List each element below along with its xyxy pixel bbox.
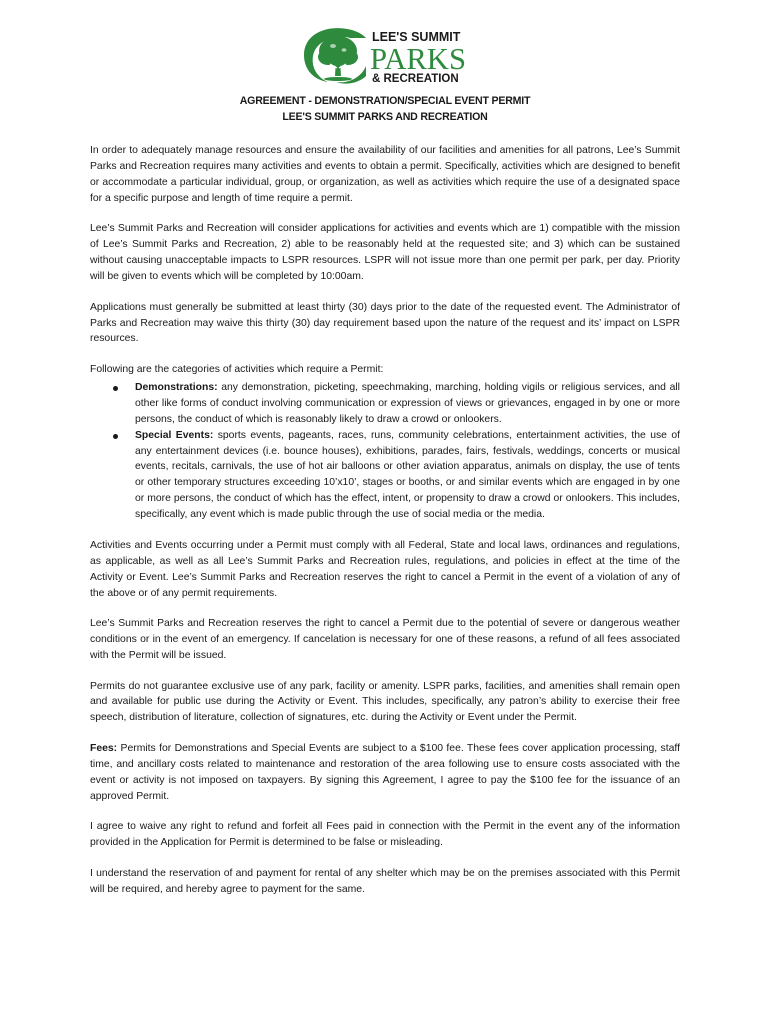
- paragraph-intro: In order to adequately manage resources and ensure the availability of our facilities and amenities for all patrons, Lee’s Summit Parks and Recreation requires many activities and events to obtain a permit. Specifically, activities which are designed to benefit or accommodate a particular individual, group, or organization, as well as activities which require the use of a designated space for a specific purpose and length of time require a permit.: [90, 145, 680, 204]
- fees-text: Permits for Demonstrations and Special Events are subject to a $100 fee. These fees cover application processing, staff time, and ancillary costs related to maintenance and restoration of the area following use to ensure costs associated with the event or activity is not imposed on taxpayers. By signing this Agreement, I agree to pay the $100 fee for the issuance of an approved Permit.: [90, 742, 680, 802]
- bullet-text: any demonstration, picketing, speechmaking, marching, holding vigils or religious services, and all other like forms of conduct involving communication or expression of views or grievances, engaged in by one or more persons, the conduct of which is reasonably likely to draw a crowd or onlookers.: [135, 381, 680, 425]
- paragraph-refund-waiver: I agree to waive any right to refund and forfeit all Fees paid in connection with the Permit in the event any of the information provided in the Application for Permit is determined to be false or misleading.: [90, 821, 680, 849]
- bullet-text: sports events, pageants, races, runs, community celebrations, entertainment activities, the use of any entertainment devices (i.e. bounce houses), exhibitions, parades, fairs, festivals, weddings, concerts or musical events, recitals, carnivals, the use of hot air balloons or other aviation apparatus, animals on display, the use of tents or other temporary structures exceeding 10’x10’, stages or booths, or and similar events which are engaged in by one or more persons, the conduct of which has the effect, intent, or propensity to draw a crowd or onlookers. This includes, specifically, any event which is made public through the use of social media or the media.: [135, 429, 680, 521]
- categories-list: [90, 380, 680, 523]
- logo-line1: LEE'S SUMMIT: [372, 30, 461, 44]
- list-item-demonstrations: [135, 380, 680, 428]
- bullet-label: Special Events:: [135, 429, 214, 441]
- list-item-special-events: [135, 428, 680, 523]
- paragraph-fees: [90, 741, 680, 805]
- paragraph-categories-intro: Following are the categories of activities which require a Permit:: [90, 364, 384, 376]
- paragraph-public-use: Permits do not guarantee exclusive use of any park, facility or amenity. LSPR parks, facilities, and amenities shall remain open and available for public use during the Activity or Event. This includes, specifically, any patron’s ability to exercise their free speech, distribution of literature, collection of signatures, etc. during the Activity or Event under the Permit.: [90, 680, 680, 724]
- paragraph-shelter-payment: I understand the reservation of and payment for rental of any shelter which may be on the premises associated with this Permit will be required, and hereby agree to payment for the same.: [90, 867, 680, 895]
- paragraph-cancellation: Lee’s Summit Parks and Recreation reserves the right to cancel a Permit due to the potential of severe or dangerous weather conditions or in the event of an emergency. If cancelation is necessary for one of these reasons, a refund of all fees associated with the Permit will be issued.: [90, 618, 680, 661]
- logo-line2: PARKS: [370, 41, 466, 76]
- tree-icon: [304, 28, 366, 84]
- document-title: AGREEMENT - DEMONSTRATION/SPECIAL EVENT PERMIT: [239, 95, 531, 107]
- document-body: [90, 143, 680, 912]
- logo-line3: & RECREATION: [372, 73, 459, 85]
- lee-summit-parks-logo: [300, 24, 472, 86]
- document-subtitle: LEE'S SUMMIT PARKS AND RECREATION: [282, 111, 488, 123]
- paragraph-criteria: Lee’s Summit Parks and Recreation will consider applications for activities and events which are 1) compatible with the mission of Lee’s Summit Parks and Recreation, 2) able to be reasonably held at the requested site; and 3) which can be sustained without causing unacceptable impacts to LSPR resources. LSPR will not issue more than one permit per park, per day. Priority will be given to events which will be completed by 10:00am.: [90, 223, 680, 283]
- paragraph-compliance: Activities and Events occurring under a Permit must comply with all Federal, State and local laws, ordinances and regulations, as applicable, as well as all Lee’s Summit Parks and Recreation rules, regulations, and policies in effect at the time of the Activity or Event. Lee’s Summit Parks and Recreation reserves the right to cancel a Permit in the event of a violation of any of the above or of any permit requirements.: [90, 539, 680, 599]
- fees-label: Fees:: [90, 742, 118, 754]
- logo-graphic: [300, 24, 472, 86]
- bullet-label: Demonstrations:: [135, 381, 218, 393]
- paragraph-application-timing: Applications must generally be submitted at least thirty (30) days prior to the date of the requested event. The Administrator of Parks and Recreation may waive this thirty (30) day requirement based upon the nature of the request and its’ impact on LSPR resources.: [90, 301, 680, 345]
